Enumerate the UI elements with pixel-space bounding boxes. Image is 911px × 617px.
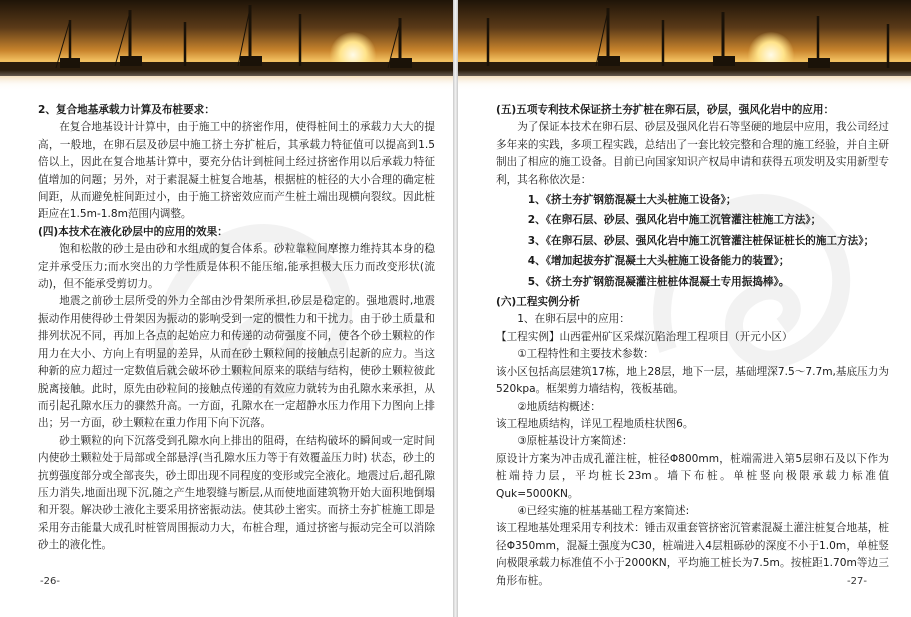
section-4-paragraph-2: 地震之前砂土层所受的外力全部由沙骨架所承担,砂层是稳定的。强地震时,地震振动作用使得砂土骨架因为振动的影响受到一定的惯性力和干扰力。由于砂土质量和排列状况不同，再加上各点的起始应力和传递的动荷强度不同，使各个砂土颗粒的作用力在大小、方向上有明显的差异，从而在砂土颗粒间的接触点引起新的应力。当这种新的应力超过一定数值后就会破坏砂土颗粒间原来的联结与结构，使砂土颗粒彼此脱离接触。此时，原先由砂粒间的接触点传递的有效应力就转为由孔隙水来承担，从而引起孔隙水压力的骤然升高。一方面，孔隙水在一定超静水压力作用下力图向上排出；另一方面，砂土颗粒在重力作用下向下沉落。 — [38, 295, 435, 430]
item-3-title: ③原桩基设计方案简述： — [517, 435, 633, 448]
item-3-body: 原设计方案为冲击成孔灌注桩，桩径Φ800mm，桩端需进入第5层卵石及以下作为桩端持力层，平均桩长23m。墙下布桩。单桩竖向极限承载力标准值Quk=5000KN。 — [496, 452, 889, 500]
patent-item-1: 1、《挤土夯扩钢筋混凝土大头桩施工设备》； — [527, 194, 737, 207]
section-4-paragraph-3: 砂土颗粒的向下沉落受到孔隙水向上排出的阻碍，在结构破坏的瞬间或一定时间内使砂土颗粒处于局部或全部悬浮(当孔隙水压力等于有效覆盖压力时) 状态，砂土的抗剪强度部分或全部丧失，砂土即出现不同程度的变形或完全液化。地震过后,超孔隙压力消失,地面出现下沉,随之产生地裂缝与断层,从而使地面建筑物开始大面积地倒塌和开裂。解决砂土液化主要采用挤密振动法。使其砂土密实。而挤土夯扩桩施工即是采用夯击能量大成孔时桩管周围振动力大，布桩合理，通过挤密与振动完全可以消除砂土的液化性。 — [38, 434, 435, 552]
item-2-title: ②地质结构概述： — [517, 400, 601, 413]
item-4-title: ④已经实施的桩基基础工程方案简述: — [517, 504, 690, 517]
patent-item-5: 5、《挤土夯扩钢筋混凝灌注桩桩体混凝土专用振捣棒》。 — [527, 275, 790, 288]
banner-fade — [458, 70, 911, 92]
section-6-heading: (六)工程实例分析 — [496, 296, 580, 309]
page-number-right: -27- — [847, 576, 867, 587]
section-6-subheading: 1、在卵石层中的应用： — [517, 313, 630, 326]
banner-photo-left — [0, 0, 453, 92]
section-2-body: 在复合地基设计计算中，由于施工中的挤密作用，使得桩间土的承载力大大的提高，一般地，在卵石层及砂层中施工挤土夯扩桩后，其承载力特征值可以提高到1.5倍以上，因此在复合地基计算中，要充分估计到桩间土经过挤密作用以后承载力特征值增加的问题；另外，对于素混凝土桩复合地基，根据桩的桩径的大小合理的确定桩间距，从而避免桩间距过小，由于施工挤密效应而产生桩土端出现横向裂纹。因此桩距应在1.5m-1.8m范围内调整。 — [38, 121, 435, 221]
page-number-left: -26- — [40, 576, 60, 587]
item-2-body: 该工程地质结构，详见工程地质柱状图6。 — [496, 417, 694, 430]
item-1-body: 该小区包括高层建筑17栋，地上28层，地下一层，基础埋深7.5～7.7m,基底压力为520kpa。框架剪力墙结构，筏板基础。 — [496, 365, 889, 396]
section-2-heading: 2、复合地基承载力计算及布桩要求： — [38, 104, 215, 116]
patent-item-2: 2、《在卵石层、砂层、强风化岩中施工沉管灌注桩施工方法》； — [527, 214, 822, 227]
item-4-body: 该工程地基处理采用专利技术：锤击双重套管挤密沉管素混凝土灌注桩复合地基，桩径Φ350mm，混凝土强度为C30，桩端进入4层粗砾砂的深度不小于1.0m，单桩竖向极限承载力标准值不小于2000KN，平均施工桩长为7.5m。按桩距1.70m等边三角形布桩。 — [496, 522, 889, 587]
case-title: 【工程实例】山西霍州矿区采煤沉陷治理工程项目（开元小区） — [496, 330, 793, 343]
left-page-content — [38, 102, 435, 555]
section-4-heading: (四)本技术在液化砂层中的应用的效果： — [38, 225, 228, 238]
patent-item-4: 4、《增加起拔夯扩混凝土大头桩施工设备能力的装置》； — [527, 255, 790, 268]
section-4-paragraph-1: 饱和松散的砂土是由砂和水组成的复合体系。砂粒靠粒间摩擦力维持其本身的稳定并承受压力;而水突出的力学性质是体积不能压缩,能承担极大压力而改变形状(流动)，但不能承受剪切力。 — [38, 243, 435, 291]
section-5-heading: (五)五项专利技术保证挤土夯扩桩在卵石层，砂层，强风化岩中的应用： — [496, 104, 835, 116]
section-5-body: 为了保证本技术在卵石层、砂层及强风化岩石等坚硬的地层中应用，我公司经过多年来的实践，多项工程实践，总结出了一套比较完整和合理的施工经验，并自主研制出了相应的施工设备。目前已向国家知识产权局申请和获得五项发明及实用新型专利，其名称依次是： — [496, 121, 889, 186]
left-page — [0, 0, 453, 617]
patent-item-3: 3、《在卵石层、砂层、强风化岩中施工沉管灌注桩保证桩长的施工方法》； — [527, 234, 875, 247]
item-1-title: ①工程特性和主要技术参数： — [517, 348, 654, 361]
banner-photo-right — [458, 0, 911, 92]
right-page — [458, 0, 911, 617]
banner-fade — [0, 70, 453, 92]
right-page-content — [496, 102, 889, 590]
